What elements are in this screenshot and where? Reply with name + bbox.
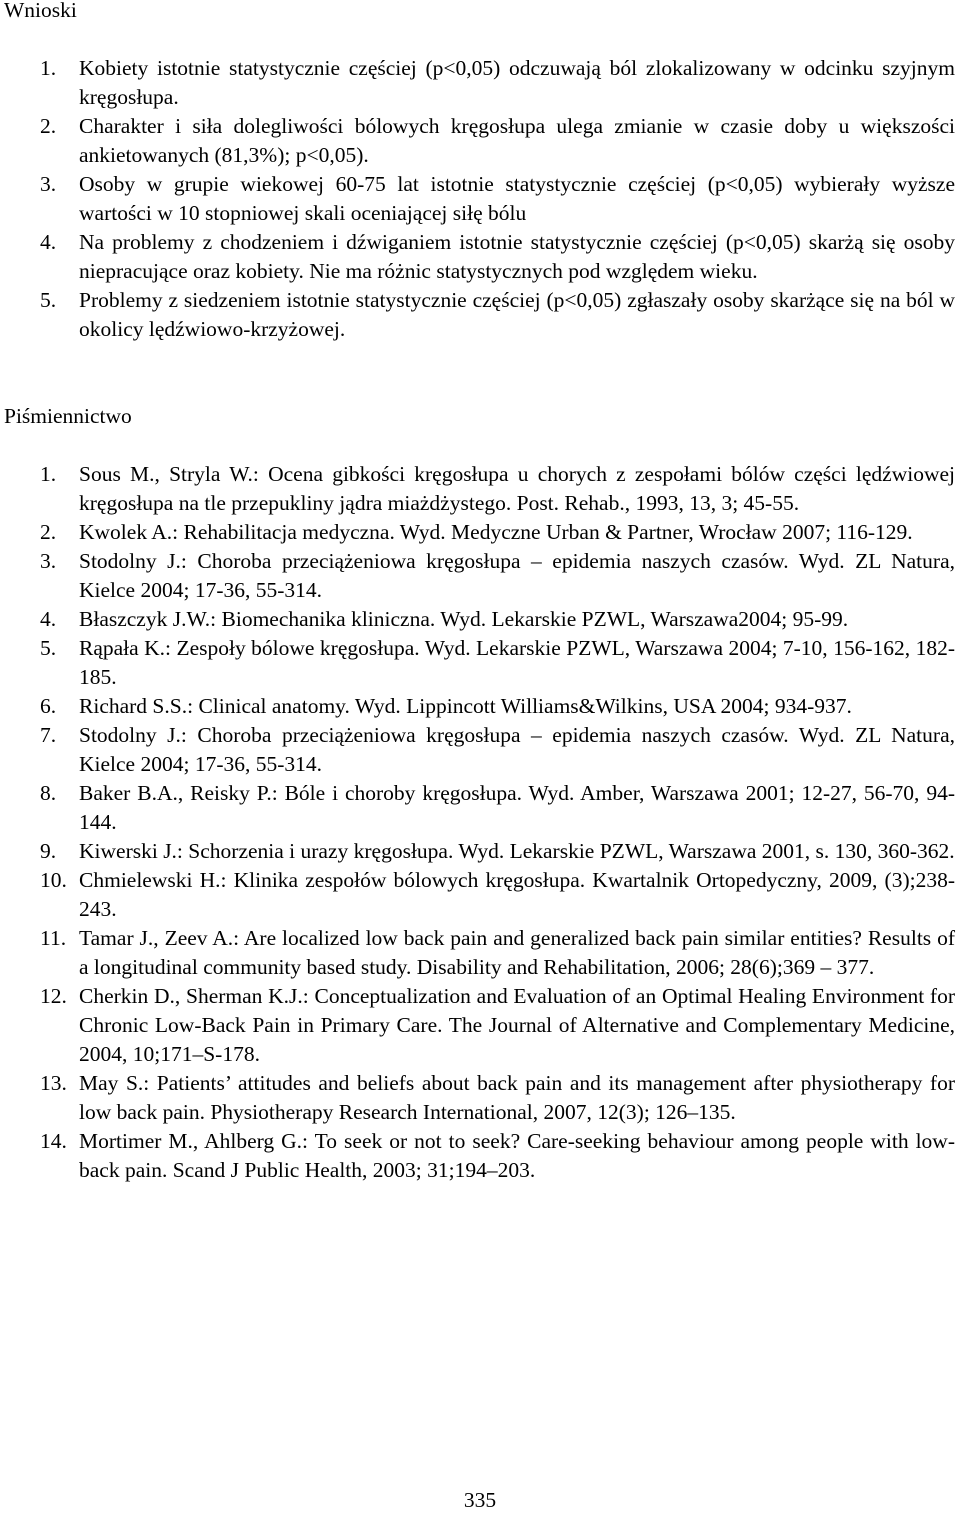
reference-text: Rąpała K.: Zespoły bólowe kręgosłupa. Wyd. Lekarskie PZWL, Warszawa 2004; 7-10, 156-162, 182-185. (79, 636, 955, 689)
conclusion-item (40, 112, 955, 170)
conclusion-text: Osoby w grupie wiekowej 60-75 lat istotnie statystycznie częściej (p<0,05) wybierały wyższe wartości w 10 stopniowej skali oceniającej siłę bólu (79, 172, 955, 225)
references-list (40, 460, 955, 1185)
reference-item (40, 779, 955, 837)
reference-number: 12. (40, 984, 67, 1008)
reference-text: Cherkin D., Sherman K.J.: Conceptualization and Evaluation of an Optimal Healing Environment for Chronic Low-Back Pain in Primary Care. The Journal of Alternative and Complementary Medicine, 2004, 10;171–S-178. (79, 984, 955, 1066)
reference-item (40, 634, 955, 692)
reference-text: Tamar J., Zeev A.: Are localized low back pain and generalized back pain similar entities? Results of a longitudinal community based study. Disability and Rehabilitation, 2006; 28(6);369 – 377. (79, 926, 955, 979)
reference-text: Kwolek A.: Rehabilitacja medyczna. Wyd. Medyczne Urban & Partner, Wrocław 2007; 116-129. (79, 520, 913, 544)
conclusion-text: Na problemy z chodzeniem i dźwiganiem istotnie statystycznie częściej (p<0,05) skarżą się osoby niepracujące oraz kobiety. Nie ma różnic statystycznych pod względem wieku. (79, 230, 955, 283)
reference-item (40, 460, 955, 518)
conclusion-number: 2. (40, 114, 57, 138)
reference-text: Błaszczyk J.W.: Biomechanika kliniczna. Wyd. Lekarskie PZWL, Warszawa2004; 95-99. (79, 607, 849, 631)
conclusion-number: 4. (40, 230, 57, 254)
conclusion-item (40, 170, 955, 228)
conclusion-item (40, 228, 955, 286)
conclusion-number: 3. (40, 172, 57, 196)
reference-number: 3. (40, 549, 57, 573)
reference-item (40, 692, 955, 721)
reference-item (40, 982, 955, 1069)
references-heading: Piśmiennictwo (4, 404, 132, 428)
reference-number: 6. (40, 694, 57, 718)
reference-text: Mortimer M., Ahlberg G.: To seek or not to seek? Care-seeking behaviour among people with low-back pain. Scand J Public Health, 2003; 31;194–203. (79, 1129, 955, 1182)
reference-number: 13. (40, 1071, 67, 1095)
reference-text: Baker B.A., Reisky P.: Bóle i choroby kręgosłupa. Wyd. Amber, Warszawa 2001; 12-27, 56-70, 94-144. (79, 781, 955, 834)
reference-text: Richard S.S.: Clinical anatomy. Wyd. Lippincott Williams&Wilkins, USA 2004; 934-937. (79, 694, 852, 718)
reference-item (40, 605, 955, 634)
conclusion-number: 5. (40, 288, 57, 312)
reference-item (40, 721, 955, 779)
page-number: 335 (463, 1488, 497, 1512)
reference-number: 8. (40, 781, 57, 805)
reference-text: Kiwerski J.: Schorzenia i urazy kręgosłupa. Wyd. Lekarskie PZWL, Warszawa 2001, s. 130, 360-362. (79, 839, 955, 863)
reference-number: 4. (40, 607, 57, 631)
conclusion-text: Kobiety istotnie statystycznie częściej (p<0,05) odczuwają ból zlokalizowany w odcinku szyjnym kręgosłupa. (79, 56, 955, 109)
conclusion-text: Problemy z siedzeniem istotnie statystycznie częściej (p<0,05) zgłaszały osoby skarżące się na ból w okolicy lędźwiowo-krzyżowej. (79, 288, 955, 341)
reference-number: 1. (40, 462, 57, 486)
reference-item (40, 837, 955, 866)
reference-number: 9. (40, 839, 57, 863)
conclusion-number: 1. (40, 56, 57, 80)
reference-number: 11. (40, 926, 67, 950)
reference-item (40, 547, 955, 605)
conclusion-item (40, 286, 955, 344)
conclusions-list (40, 54, 955, 344)
reference-text: Chmielewski H.: Klinika zespołów bólowych kręgosłupa. Kwartalnik Ortopedyczny, 2009, (3);238-243. (79, 868, 955, 921)
reference-item (40, 518, 955, 547)
reference-item (40, 866, 955, 924)
reference-number: 2. (40, 520, 57, 544)
reference-text: Stodolny J.: Choroba przeciążeniowa kręgosłupa – epidemia naszych czasów. Wyd. ZL Natura, Kielce 2004; 17-36, 55-314. (79, 549, 955, 602)
reference-text: Sous M., Stryla W.: Ocena gibkości kręgosłupa u chorych z zespołami bólów części lędźwiowej kręgosłupa na tle przepukliny jądra miażdżystego. Post. Rehab., 1993, 13, 3; 45-55. (79, 462, 955, 515)
reference-number: 10. (40, 868, 67, 892)
conclusion-text: Charakter i siła dolegliwości bólowych kręgosłupa ulega zmianie w czasie doby u większości ankietowanych (81,3%); p<0,05). (79, 114, 955, 167)
reference-text: Stodolny J.: Choroba przeciążeniowa kręgosłupa – epidemia naszych czasów. Wyd. ZL Natura, Kielce 2004; 17-36, 55-314. (79, 723, 955, 776)
reference-number: 7. (40, 723, 57, 747)
reference-number: 14. (40, 1129, 67, 1153)
conclusion-item (40, 54, 955, 112)
reference-item (40, 1127, 955, 1185)
conclusions-heading: Wnioski (4, 0, 77, 22)
reference-number: 5. (40, 636, 57, 660)
reference-text: May S.: Patients’ attitudes and beliefs about back pain and its management after physiotherapy for low back pain. Physiotherapy Research International, 2007, 12(3); 126–135. (79, 1071, 955, 1124)
reference-item (40, 924, 955, 982)
reference-item (40, 1069, 955, 1127)
